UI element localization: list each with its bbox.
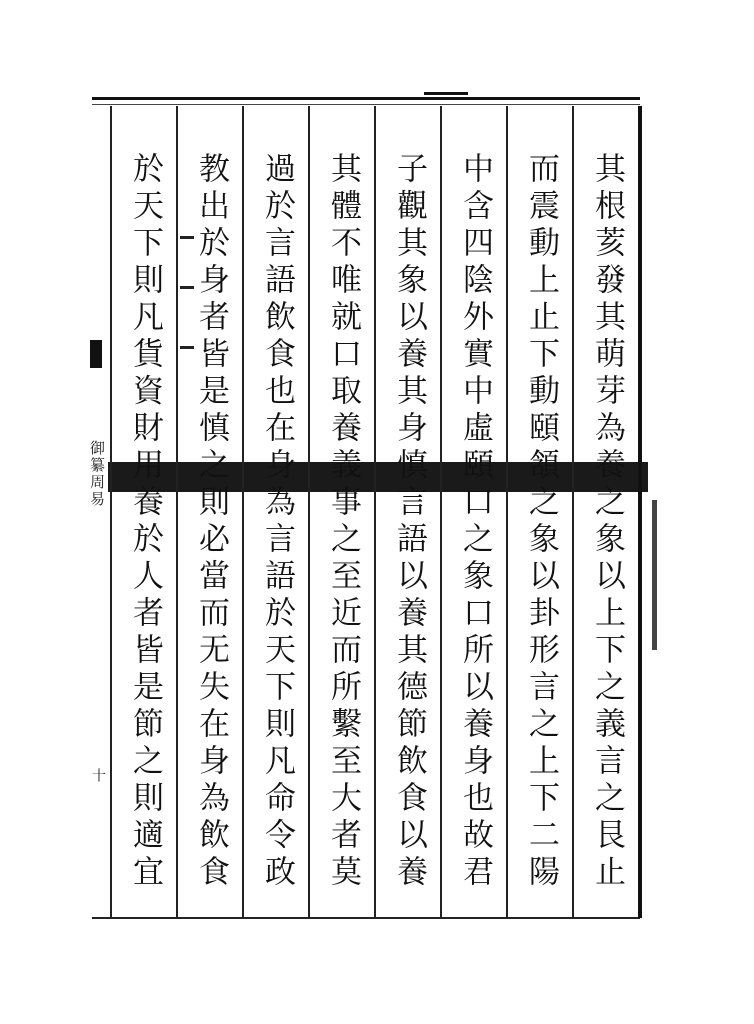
text-column-2: [506, 106, 574, 918]
margin-title: 御纂周易: [88, 440, 106, 508]
column-text: 而震動上止下動頤頷之象以卦形言之上下二陽: [523, 152, 559, 892]
text-column-1: [572, 106, 640, 918]
top-center-mark: [424, 92, 468, 95]
top-border-rule-inner: [92, 104, 640, 105]
column-text: 子觀其象以養其身慎言語以養其德節飲食以養: [391, 152, 427, 892]
column-text: 其根荄發其萌芽為養之象以上下之義言之艮止: [589, 152, 625, 892]
fold-margin: [88, 106, 112, 918]
text-column-6: [242, 106, 310, 918]
right-border-rule: [638, 106, 642, 918]
text-column-7: [176, 106, 244, 918]
margin-page-number: 十: [90, 768, 106, 782]
text-columns: [110, 106, 638, 918]
column-text: 中含四陰外實中虛頤口之象口所以養身也故君: [457, 152, 493, 892]
text-column-3: [440, 106, 508, 918]
top-border-rule: [92, 97, 640, 100]
text-column-4: [374, 106, 442, 918]
text-column-8: [110, 106, 178, 918]
column-text: 其體不唯就口取養義事之至近而所繫至大者莫: [325, 152, 361, 892]
right-edge-mark: [652, 500, 657, 650]
column-text: 過於言語飲食也在身為言語於天下則凡命令政: [259, 152, 295, 892]
margin-black-tab: [90, 340, 102, 368]
column-text: 教出於身者皆是慎之則必當而无失在身為飲食: [193, 152, 229, 892]
column-text: 於天下則凡貨資財用養於人者皆是節之則適宜: [127, 152, 163, 892]
text-column-5: [308, 106, 376, 918]
